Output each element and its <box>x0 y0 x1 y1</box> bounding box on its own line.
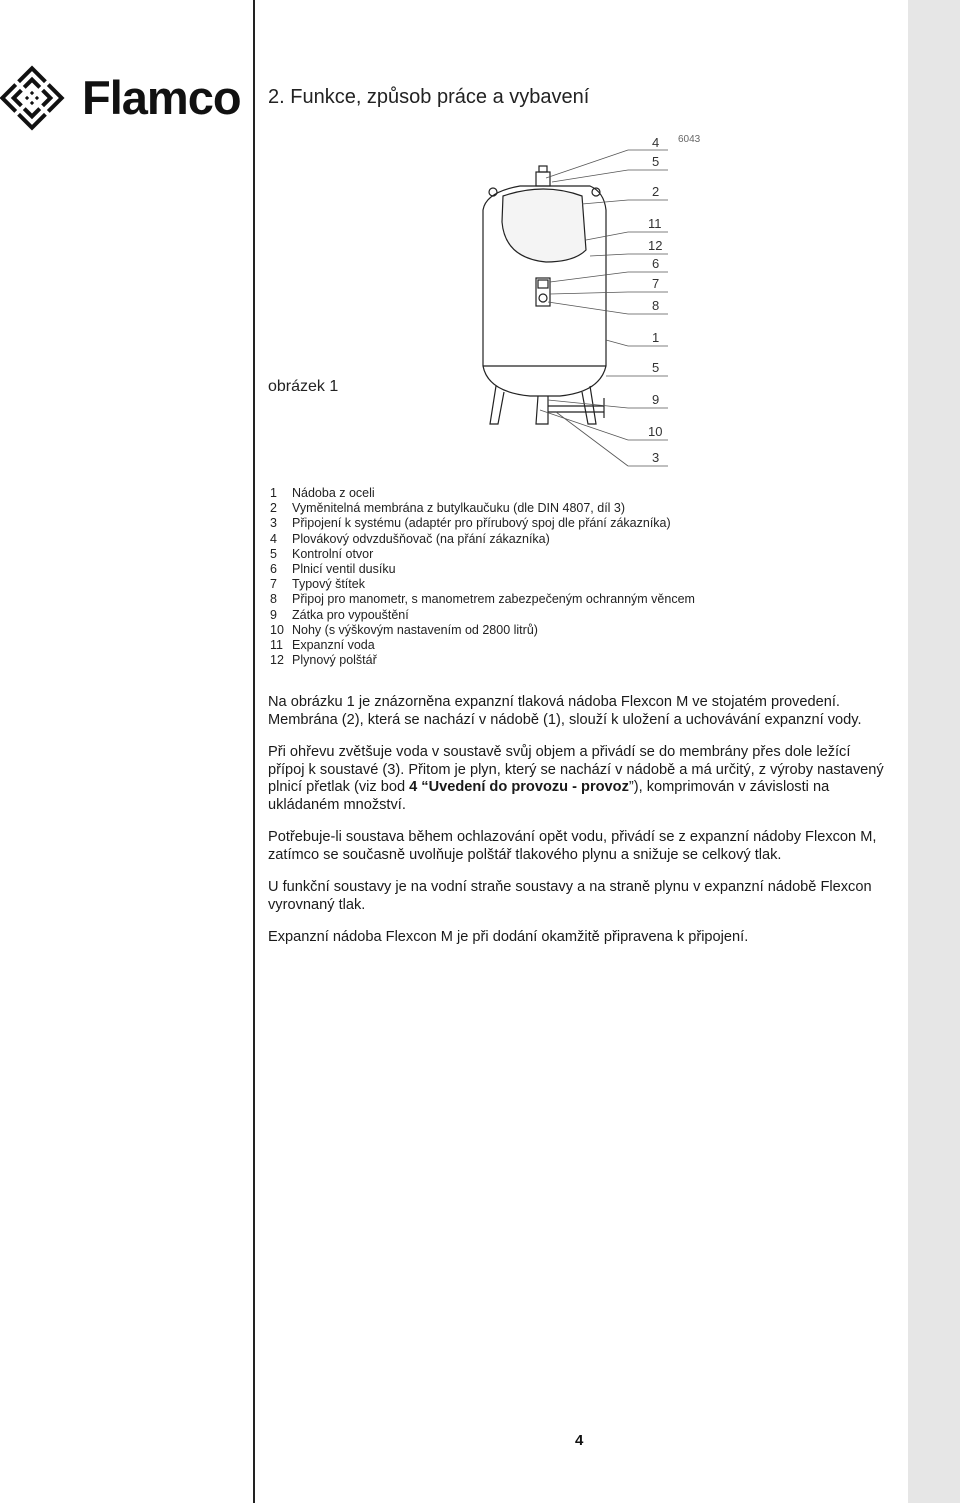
callout-label: 4 <box>652 135 660 150</box>
legend-item: 5 Kontrolní otvor <box>270 546 374 561</box>
legend-item: 10 Nohy (s výškovým nastavením od 2800 litrů) <box>270 622 538 637</box>
paragraph: Expanzní nádoba Flexcon M je při dodání okamžitě připravena k připojení. <box>268 929 749 945</box>
legend-item: 11 Expanzní voda <box>270 638 375 653</box>
system-connection <box>548 406 604 412</box>
body-text <box>268 694 888 962</box>
paragraph: Potřebuje-li soustava během ochlazování opět vodu, přivádí se z expanzní nádoby Flexcon M, zatímco se současně uvolňuje polštář tlakového plynu a snižuje se celkový tlak. <box>268 829 877 863</box>
membrane <box>502 189 586 262</box>
paragraph: Na obrázku 1 je znázorněna expanzní tlaková nádoba Flexcon M ve stojatém provedení. Membrána (2), která se nachází v nádobě (1), slouží k uložení a uchovávání expanzní vody. <box>268 694 862 728</box>
legend-item: 2 Vyměnitelná membrána z butylkaučuku (dle DIN 4807, díl 3) <box>270 501 626 516</box>
callout-label: 7 <box>652 276 660 291</box>
legend-item: 7 Typový štítek <box>270 577 365 592</box>
callout-label: 5 <box>652 154 660 169</box>
legend-item: 1 Nádoba z oceli <box>270 486 375 500</box>
callout-label: 10 <box>648 424 663 439</box>
legend-item: 6 Plnicí ventil dusíku <box>270 562 396 577</box>
legend-item: 12 Plynový polštář <box>270 653 377 668</box>
legend-item: 9 Zátka pro vypouštění <box>270 607 409 622</box>
figure-caption: obrázek 1 <box>268 378 339 395</box>
vessel-leg <box>582 386 596 424</box>
callout-label: 9 <box>652 392 660 407</box>
logo-wordmark: Flamco <box>82 71 241 124</box>
paragraph: Při ohřevu zvětšuje voda v soustavě svůj objem a přivádí se do membrány přes dole ležící přípoj k soustavé (3). Přitom je plyn, který se nachází v nádobě a má určitý, z výroby nastavený plnicí přetlak (viz bod 4 “Uvedení do provozu - provoz”), komprimován v závislosti na ukládaném množství. <box>268 744 884 813</box>
vessel-leg <box>490 386 504 424</box>
divider-line <box>253 0 255 1503</box>
figure-doc-code: 6043 <box>678 134 701 145</box>
page-number: 4 <box>575 1432 584 1449</box>
callout-label: 1 <box>652 330 660 345</box>
callout-label: 3 <box>652 450 660 465</box>
callout-label: 6 <box>652 256 660 271</box>
callout-label: 8 <box>652 298 660 313</box>
vessel-diagram <box>470 130 700 470</box>
vessel-leg <box>536 396 548 424</box>
callout-label: 5 <box>652 360 660 375</box>
air-vent <box>536 172 550 186</box>
callout-label: 11 <box>648 216 662 231</box>
right-margin-band <box>908 0 960 1503</box>
paragraph: U funkční soustavy je na vodní straňe soustavy a na straně plynu v expanzní nádobě Flexcon vyrovnaný tlak. <box>268 879 872 913</box>
manometer-icon <box>539 294 547 302</box>
legend-item: 8 Připoj pro manometr, s manometrem zabezpečeným ochranným věncem <box>270 592 695 607</box>
figure-legend <box>270 486 695 668</box>
callout-label: 2 <box>652 184 660 199</box>
callout-label: 12 <box>648 238 663 253</box>
section-title: 2. Funkce, způsob práce a vybavení <box>268 86 590 108</box>
legend-item: 3 Připojení k systému (adaptér pro přírubový spoj dle přání zákazníka) <box>270 516 671 531</box>
legend-item: 4 Plovákový odvzdušňovač (na přání zákazníka) <box>270 531 550 546</box>
